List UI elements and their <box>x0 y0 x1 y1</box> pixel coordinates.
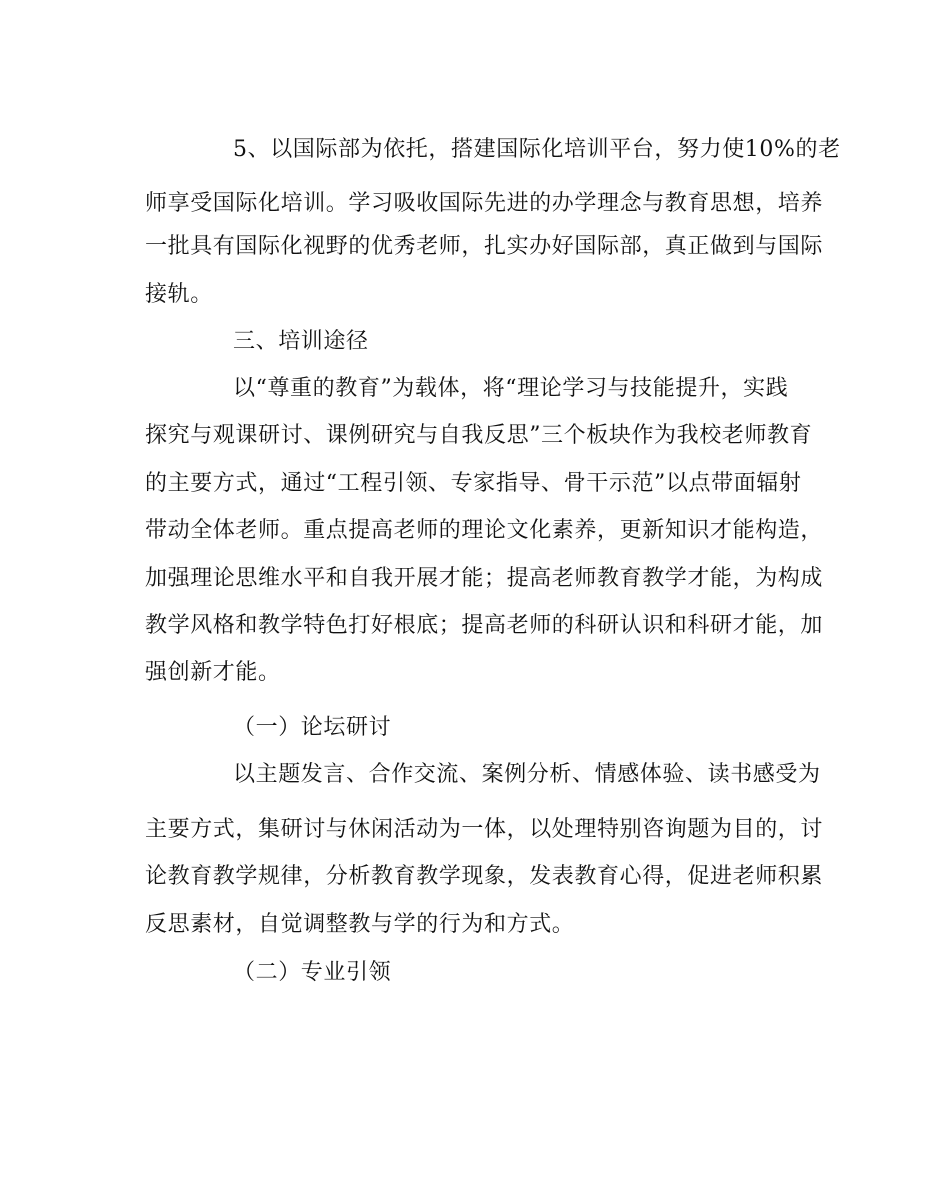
paragraph-5-line-4: 接轨。 <box>145 282 213 307</box>
forum-line-4: 反思素材，自觉调整教与学的行为和方式。 <box>145 912 575 937</box>
intro-line-1: 以“尊重的教育”为载体，将“理论学习与技能提升，实践 <box>233 376 789 401</box>
intro-line-3: 的主要方式，通过“工程引领、专家指导、骨干示范”以点带面辐射 <box>145 471 802 496</box>
intro-line-6: 教学风格和教学特色打好根底；提高老师的科研认识和科研才能，加 <box>145 613 824 638</box>
intro-line-4: 带动全体老师。重点提高老师的理论文化素养，更新知识才能构造， <box>145 518 824 543</box>
intro-line-2: 探究与观课研讨、课例研究与自我反思”三个板块作为我校老师教育 <box>145 423 813 448</box>
subheading-professional-guidance: （二）专业引领 <box>233 960 392 985</box>
paragraph-5-line-1: 5、以国际部为依托，搭建国际化培训平台，努力使10%的老 <box>233 137 841 162</box>
section-heading: 三、培训途径 <box>233 329 369 354</box>
intro-line-5: 加强理论思维水平和自我开展才能；提高老师教育教学才能，为构成 <box>145 566 824 591</box>
forum-line-2: 主要方式，集研讨与休闲活动为一体，以处理特别咨询题为目的，讨 <box>145 817 824 842</box>
forum-line-3: 论教育教学规律，分析教育教学现象，发表教育心得，促进老师积累 <box>145 864 824 889</box>
paragraph-5-line-2: 师享受国际化培训。学习吸收国际先进的办学理念与教育思想，培养 <box>145 191 824 216</box>
forum-line-1: 以主题发言、合作交流、案例分析、情感体验、读书感受为 <box>233 762 821 787</box>
paragraph-5-line-3: 一批具有国际化视野的优秀老师，扎实办好国际部，真正做到与国际 <box>145 234 824 259</box>
subheading-forum: （一）论坛研讨 <box>233 715 392 740</box>
intro-line-7: 强创新才能。 <box>145 660 281 685</box>
